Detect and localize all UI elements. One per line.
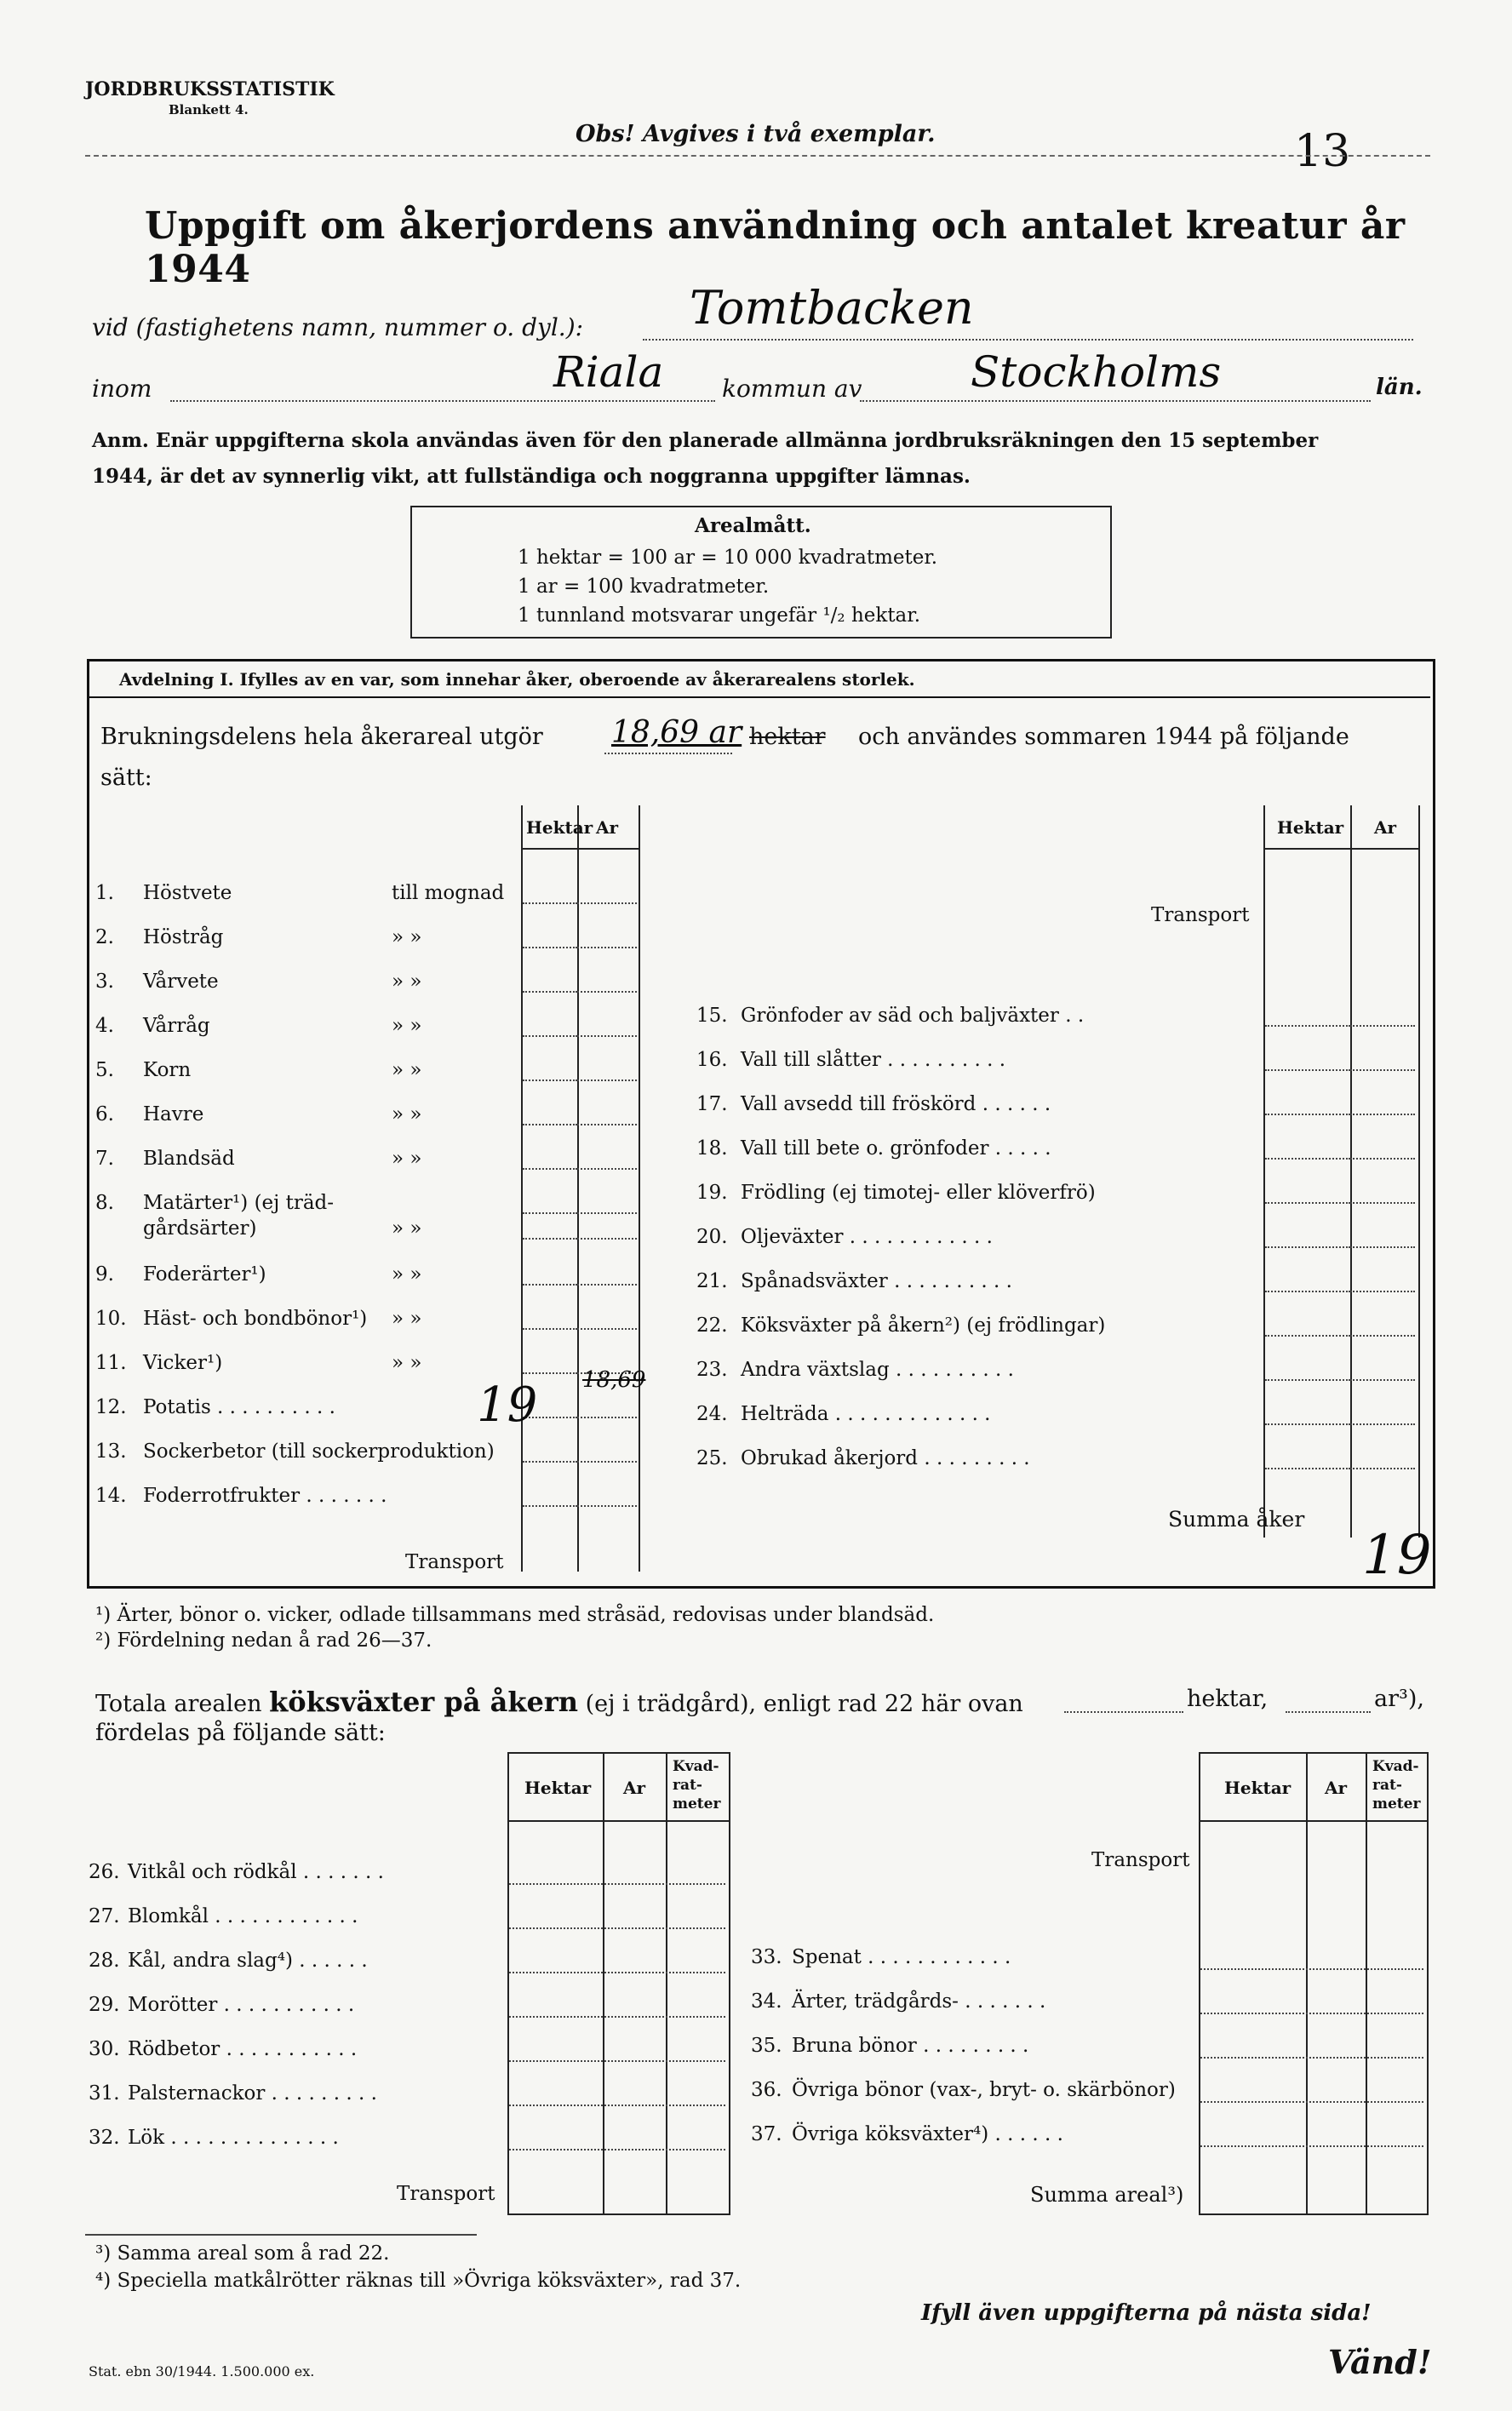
left-row-number: 7.: [95, 1148, 114, 1170]
arealmatt-line-3: 1 tunnland motsvarar ungefär ¹/₂ hektar.: [518, 604, 921, 627]
vand-note: Vänd!: [1328, 2343, 1432, 2381]
kommun-label: kommun av: [722, 375, 862, 403]
right-row-label: Helträda . . . . . . . . . . . . .: [741, 1403, 991, 1425]
s2-right-row-cells[interactable]: [1200, 2013, 1423, 2014]
s2-left-col-hektar: Hektar: [524, 1778, 592, 1798]
right-row-hektar-cell[interactable]: [1265, 1423, 1350, 1425]
s2-right-row-number: 37.: [751, 2123, 782, 2145]
s2-left-col-kvad: Kvad- rat- meter: [673, 1758, 721, 1813]
arealmatt-title: Arealmått.: [695, 514, 811, 537]
section1-intro-struck: hektar: [749, 724, 826, 750]
left-row-extra: » »: [392, 1352, 422, 1374]
s2-right-row-label: Spenat . . . . . . . . . . . .: [792, 1946, 1011, 1968]
right-row-label: Vall till bete o. grönfoder . . . . .: [741, 1137, 1051, 1160]
left-row-ar-cell[interactable]: [577, 1284, 637, 1286]
page-number: 13: [1294, 126, 1351, 177]
section1-heading-rule: [87, 696, 1430, 698]
left-row-label: Vårråg: [143, 1015, 210, 1037]
s2-right-transport: Transport: [1091, 1849, 1190, 1871]
right-row-number: 20.: [696, 1226, 728, 1248]
left-row-number: 13.: [95, 1440, 127, 1463]
s2-left-row-cells[interactable]: [509, 1927, 725, 1929]
right-row-hektar-cell[interactable]: [1265, 1025, 1350, 1027]
arealmatt-box: [410, 506, 1112, 639]
right-row-ar-cell[interactable]: [1350, 1468, 1415, 1469]
right-row-label: Andra växtslag . . . . . . . . . .: [741, 1359, 1014, 1381]
left-row-label: Vicker¹): [143, 1352, 223, 1374]
section2-intro-c: fördelas på följande sätt:: [95, 1720, 386, 1746]
s2-right-row-cells[interactable]: [1200, 1968, 1423, 1970]
right-row-number: 16.: [696, 1049, 728, 1071]
section1-intro-c: sätt:: [100, 765, 152, 791]
s2-right-row-number: 34.: [751, 1990, 782, 2013]
summa-aker-label: Summa åker: [1168, 1507, 1305, 1532]
right-row-label: Vall till slåtter . . . . . . . . . .: [741, 1049, 1006, 1071]
left-row-label: Sockerbetor (till sockerproduktion): [143, 1440, 495, 1463]
left-row-label: Matärter¹) (ej träd-: [143, 1192, 335, 1214]
s2-left-row-label: Lök . . . . . . . . . . . . . .: [128, 2127, 339, 2149]
left-row-extra: » »: [392, 1308, 422, 1330]
right-row-hektar-cell[interactable]: [1265, 1246, 1350, 1248]
left-row-label: Höstråg: [143, 926, 224, 948]
left-row-number: 9.: [95, 1263, 114, 1286]
right-table-columns: [1263, 805, 1420, 1538]
left-row-hektar-cell[interactable]: [523, 1372, 577, 1374]
left-row-extra: » »: [392, 1217, 422, 1240]
kommun-value[interactable]: Stockholms: [971, 347, 1222, 397]
left-struck-value: 18,69: [582, 1367, 646, 1393]
left-row-label: Korn: [143, 1059, 192, 1081]
s2-right-col-hektar: Hektar: [1224, 1778, 1292, 1798]
right-row-hektar-cell[interactable]: [1265, 1468, 1350, 1469]
left-row-label: Potatis . . . . . . . . . .: [143, 1396, 335, 1418]
right-row-ar-cell[interactable]: [1350, 1158, 1415, 1160]
left-row-number: 1.: [95, 882, 114, 904]
left-row-ar-cell[interactable]: [577, 1505, 637, 1507]
footnote-4: ⁴) Speciella matkålrötter räknas till »Övriga köksväxter», rad 37.: [95, 2270, 742, 2292]
right-row-number: 23.: [696, 1359, 728, 1381]
left-row-number: 14.: [95, 1485, 127, 1507]
arealmatt-line-2: 1 ar = 100 kvadratmeter.: [518, 576, 770, 598]
left-row-number: 12.: [95, 1396, 127, 1418]
left-row-extra: » »: [392, 1015, 422, 1037]
left-row-extra: » »: [392, 1103, 422, 1125]
s2-left-row-label: Morötter . . . . . . . . . . .: [128, 1994, 355, 2016]
left-row-ar-value[interactable]: 19: [477, 1377, 538, 1433]
left-row-extra: » »: [392, 971, 422, 993]
left-row-number: 3.: [95, 971, 114, 993]
footnote-2: ²) Fördelning nedan å rad 26—37.: [95, 1629, 432, 1652]
right-row-hektar-cell[interactable]: [1265, 1202, 1350, 1204]
left-row-label: Blandsäd: [143, 1148, 235, 1170]
right-row-number: 15.: [696, 1005, 728, 1027]
summa-areal-label: Summa areal³): [1030, 2183, 1184, 2207]
right-row-number: 18.: [696, 1137, 728, 1160]
left-row-hektar-cell[interactable]: [523, 1035, 577, 1037]
blankett-number: Blankett 4.: [169, 102, 249, 117]
section1-intro-b: och användes sommaren 1944 på följande: [858, 724, 1349, 750]
header-rule: [85, 155, 1430, 157]
s2-right-col-kvad: Kvad- rat- meter: [1372, 1758, 1421, 1813]
s2-left-row-label: Blomkål . . . . . . . . . . . .: [128, 1905, 358, 1927]
obs-note: Obs! Avgives i två exemplar.: [576, 121, 936, 147]
left-row-ar-cell[interactable]: [577, 947, 637, 948]
section2-ar-label: ar³),: [1374, 1686, 1424, 1712]
section2-hektar-dots[interactable]: [1064, 1711, 1183, 1713]
s2-left-col-ar: Ar: [623, 1778, 646, 1798]
right-row-ar-cell[interactable]: [1350, 1423, 1415, 1425]
section2-hektar-label: hektar,: [1187, 1686, 1269, 1712]
anm-line-2: 1944, är det av synnerlig vikt, att fullständiga och noggranna uppgifter lämnas.: [92, 465, 971, 488]
ifyll-note: Ifyll även uppgifterna på nästa sida!: [921, 2300, 1372, 2326]
left-row-ar-cell[interactable]: [577, 1080, 637, 1081]
s2-left-row-number: 26.: [89, 1861, 120, 1883]
inom-dots: [170, 400, 715, 402]
right-row-hektar-cell[interactable]: [1265, 1114, 1350, 1115]
left-row-number: 5.: [95, 1059, 114, 1081]
right-row-label: Frödling (ej timotej- eller klöverfrö): [741, 1182, 1096, 1204]
kommun-dots: [860, 400, 1371, 402]
s2-left-row-cells[interactable]: [509, 1972, 725, 1973]
s2-left-row-number: 31.: [89, 2082, 120, 2105]
right-col-hektar: Hektar: [1277, 817, 1344, 838]
inom-value[interactable]: Riala: [553, 347, 664, 397]
left-row-extra: till mognad: [392, 882, 505, 904]
right-row-number: 17.: [696, 1093, 728, 1115]
right-row-ar-cell[interactable]: [1350, 1114, 1415, 1115]
anm-line-1: Anm. Enär uppgifterna skola användas även för den planerade allmänna jordbruksräkningen den 15 september: [92, 429, 1319, 452]
left-row-hektar-cell[interactable]: [523, 1124, 577, 1125]
right-row-hektar-cell[interactable]: [1265, 1291, 1350, 1292]
s2-left-row-label: Vitkål och rödkål . . . . . . .: [128, 1861, 384, 1883]
right-row-hektar-cell[interactable]: [1265, 1158, 1350, 1160]
right-row-hektar-cell[interactable]: [1265, 1335, 1350, 1337]
left-row-number: 11.: [95, 1352, 127, 1374]
right-row-label: Obrukad åkerjord . . . . . . . . .: [741, 1447, 1030, 1469]
section1-intro-a: Brukningsdelens hela åkerareal utgör: [100, 724, 543, 750]
left-col-hektar: Hektar: [526, 817, 593, 838]
right-row-hektar-cell[interactable]: [1265, 1069, 1350, 1071]
left-row-hektar-cell[interactable]: [523, 902, 577, 904]
left-row-hektar-cell[interactable]: [523, 1461, 577, 1463]
left-row-ar-cell[interactable]: [577, 1461, 637, 1463]
s2-left-row-number: 32.: [89, 2127, 120, 2149]
right-row-number: 21.: [696, 1270, 728, 1292]
s2-right-row-label: Bruna bönor . . . . . . . . .: [792, 2035, 1029, 2057]
inom-label: inom: [92, 375, 152, 403]
section2-intro: Totala arealen köksväxter på åkern (ej i trädgård), enligt rad 22 här ovan: [95, 1686, 1023, 1718]
right-row-label: Spånadsväxter . . . . . . . . . .: [741, 1270, 1012, 1292]
series-title: JORDBRUKSSTATISTIK: [85, 78, 335, 100]
section1-heading: Avdelning I. Ifylles av en var, som innehar åker, oberoende av åkerarealens storlek.: [119, 669, 915, 690]
s2-left-table: [507, 1752, 730, 2215]
left-row-ar-cell[interactable]: [577, 1212, 637, 1214]
section2-ar-dots[interactable]: [1286, 1711, 1371, 1713]
left-row-ar-cell[interactable]: [577, 1417, 637, 1418]
print-info: Stat. ebn 30/1944. 1.500.000 ex.: [89, 2363, 315, 2380]
right-row-label: Vall avsedd till fröskörd . . . . . .: [741, 1093, 1051, 1115]
right-row-number: 22.: [696, 1314, 728, 1337]
vid-dots: [643, 339, 1413, 341]
left-row-label: Vårvete: [143, 971, 219, 993]
left-row-hektar-cell[interactable]: [523, 1505, 577, 1507]
s2-left-row-cells[interactable]: [509, 1883, 725, 1885]
left-row-ar-cell[interactable]: [577, 1328, 637, 1330]
right-row-number: 24.: [696, 1403, 728, 1425]
left-row-label: Häst- och bondbönor¹): [143, 1308, 368, 1330]
s2-right-row-cells[interactable]: [1200, 2145, 1423, 2147]
s2-left-row-label: Kål, andra slag⁴) . . . . . .: [128, 1950, 368, 1972]
left-row-extra: » »: [392, 926, 422, 948]
left-row-number: 2.: [95, 926, 114, 948]
left-row-hektar-cell[interactable]: [523, 1168, 577, 1170]
left-row-hektar-cell[interactable]: [523, 1238, 577, 1240]
s2-left-row-number: 29.: [89, 1994, 120, 2016]
s2-right-row-cells[interactable]: [1200, 2057, 1423, 2059]
left-row-ar-cell[interactable]: [577, 1124, 637, 1125]
s2-right-row-label: Ärter, trädgårds- . . . . . . .: [792, 1990, 1046, 2013]
right-row-label: Oljeväxter . . . . . . . . . . . .: [741, 1226, 993, 1248]
left-row-ar-cell[interactable]: [577, 991, 637, 993]
left-row-ar-cell[interactable]: [577, 1238, 637, 1240]
left-row-extra: » »: [392, 1059, 422, 1081]
left-row-number: 4.: [95, 1015, 114, 1037]
left-table-divider: [577, 805, 579, 1572]
right-row-ar-cell[interactable]: [1350, 1202, 1415, 1204]
s2-left-row-cells[interactable]: [509, 2060, 725, 2062]
s2-right-col-ar: Ar: [1325, 1778, 1348, 1798]
left-row-hektar-cell[interactable]: [523, 947, 577, 948]
left-row-hektar-cell[interactable]: [523, 1328, 577, 1330]
s2-left-row-number: 27.: [89, 1905, 120, 1927]
footnote-3: ³) Samma areal som å rad 22.: [95, 2242, 390, 2265]
s2-left-row-label: Palsternackor . . . . . . . . .: [128, 2082, 377, 2105]
vid-value[interactable]: Tomtbacken: [690, 281, 974, 335]
summa-aker-value[interactable]: 19: [1362, 1524, 1432, 1587]
right-row-ar-cell[interactable]: [1350, 1291, 1415, 1292]
right-row-ar-cell[interactable]: [1350, 1069, 1415, 1071]
left-row-ar-cell[interactable]: [577, 1035, 637, 1037]
left-row-hektar-cell[interactable]: [523, 991, 577, 993]
left-row-ar-cell[interactable]: [577, 902, 637, 904]
s2-left-row-cells[interactable]: [509, 2149, 725, 2150]
right-row-number: 19.: [696, 1182, 728, 1204]
right-row-ar-cell[interactable]: [1350, 1379, 1415, 1381]
left-row-ar-cell[interactable]: [577, 1168, 637, 1170]
footnote-1: ¹) Ärter, bönor o. vicker, odlade tillsammans med stråsäd, redovisas under blandsäd.: [95, 1604, 935, 1626]
left-table-columns: [521, 805, 640, 1572]
right-row-ar-cell[interactable]: [1350, 1335, 1415, 1337]
left-col-ar: Ar: [596, 817, 619, 838]
page-title: Uppgift om åkerjordens användning och antalet kreatur år 1944: [145, 204, 1406, 291]
right-row-label: Grönfoder av säd och baljväxter . .: [741, 1005, 1085, 1027]
left-row-number: 10.: [95, 1308, 127, 1330]
left-row-hektar-cell[interactable]: [523, 1212, 577, 1214]
left-row-number: 6.: [95, 1103, 114, 1125]
s2-right-row-number: 33.: [751, 1946, 782, 1968]
left-row-extra: » »: [392, 1263, 422, 1286]
s2-left-row-number: 28.: [89, 1950, 120, 1972]
s2-left-row-cells[interactable]: [509, 2105, 725, 2106]
right-transport-label: Transport: [1151, 904, 1250, 926]
right-row-ar-cell[interactable]: [1350, 1246, 1415, 1248]
s2-right-row-label: Övriga bönor (vax-, bryt- o. skärbönor): [792, 2079, 1176, 2101]
section1-total-value[interactable]: 18,69 ar: [611, 715, 742, 750]
left-row-number: 8.: [95, 1192, 114, 1214]
left-row-hektar-cell[interactable]: [523, 1284, 577, 1286]
s2-right-row-number: 35.: [751, 2035, 782, 2057]
left-row-label: Höstvete: [143, 882, 232, 904]
section1-intro-dots: [604, 753, 732, 754]
vid-label: vid (fastighetens namn, nummer o. dyl.):: [92, 313, 584, 341]
left-row-extra: » »: [392, 1148, 422, 1170]
arealmatt-line-1: 1 hektar = 100 ar = 10 000 kvadratmeter.: [518, 547, 938, 569]
left-row-label: gårdsärter): [143, 1217, 257, 1240]
s2-right-row-number: 36.: [751, 2079, 782, 2101]
s2-left-row-number: 30.: [89, 2038, 120, 2060]
right-row-label: Köksväxter på åkern²) (ej frödlingar): [741, 1314, 1106, 1337]
lan-label: län.: [1376, 375, 1423, 400]
right-row-hektar-cell[interactable]: [1265, 1379, 1350, 1381]
s2-right-row-cells[interactable]: [1200, 2101, 1423, 2103]
left-row-label: Foderärter¹): [143, 1263, 266, 1286]
left-row-hektar-cell[interactable]: [523, 1080, 577, 1081]
left-row-label: Foderrotfrukter . . . . . . .: [143, 1485, 387, 1507]
right-col-ar: Ar: [1374, 817, 1397, 838]
s2-left-row-cells[interactable]: [509, 2016, 725, 2018]
left-row-label: Havre: [143, 1103, 204, 1125]
right-row-ar-cell[interactable]: [1350, 1025, 1415, 1027]
left-transport-label: Transport: [405, 1551, 504, 1573]
s2-left-row-label: Rödbetor . . . . . . . . . . .: [128, 2038, 358, 2060]
s2-right-row-label: Övriga köksväxter⁴) . . . . . .: [792, 2123, 1063, 2145]
s2-left-transport: Transport: [397, 2183, 495, 2205]
right-row-number: 25.: [696, 1447, 728, 1469]
